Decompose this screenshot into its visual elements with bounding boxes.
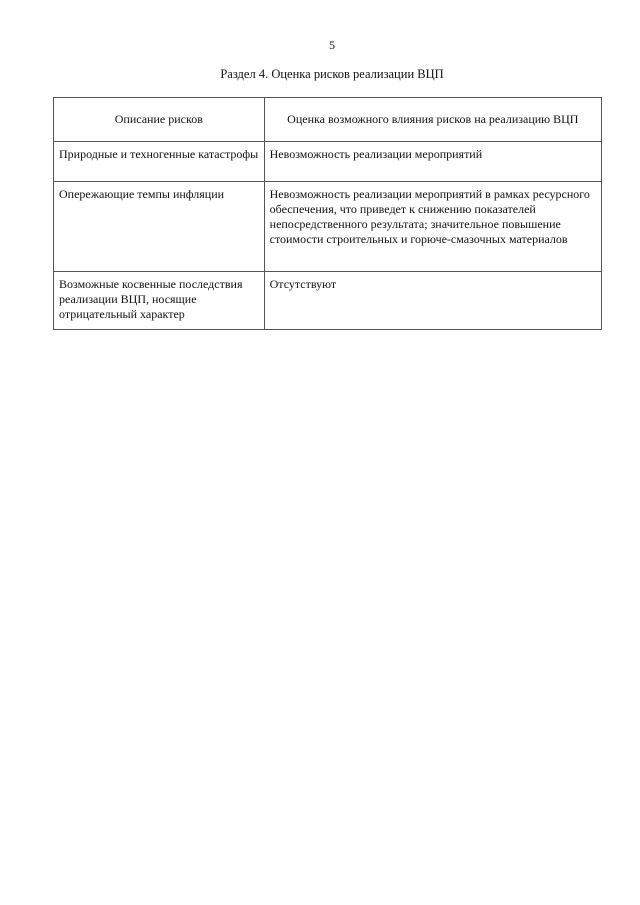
table-row (54, 142, 602, 182)
risk-impact-cell: Невозможность реализации мероприятий (264, 142, 601, 182)
risk-description-cell: Опережающие темпы инфляции (54, 182, 265, 272)
risk-impact-cell: Отсутствуют (264, 272, 601, 330)
table-row (54, 182, 602, 272)
table-row (54, 272, 602, 330)
header-risk-impact: Оценка возможного влияния рисков на реализацию ВЦП (264, 98, 601, 142)
risk-description-cell: Возможные косвенные последствия реализации ВЦП, носящие отрицательный характер (54, 272, 265, 330)
page-number: 5 (329, 38, 335, 52)
header-risk-description: Описание рисков (54, 98, 265, 142)
risk-description-cell: Природные и техногенные катастрофы (54, 142, 265, 182)
risk-impact-cell: Невозможность реализации мероприятий в рамках ресурсного обеспечения, что приведет к снижению показателей непосредственного результата; значительное повышение стоимости строительных и горюче-смазочных материалов (264, 182, 601, 272)
section-title: Раздел 4. Оценка рисков реализации ВЦП (220, 67, 444, 81)
table-header-row (54, 98, 602, 142)
risk-assessment-table (53, 97, 602, 330)
